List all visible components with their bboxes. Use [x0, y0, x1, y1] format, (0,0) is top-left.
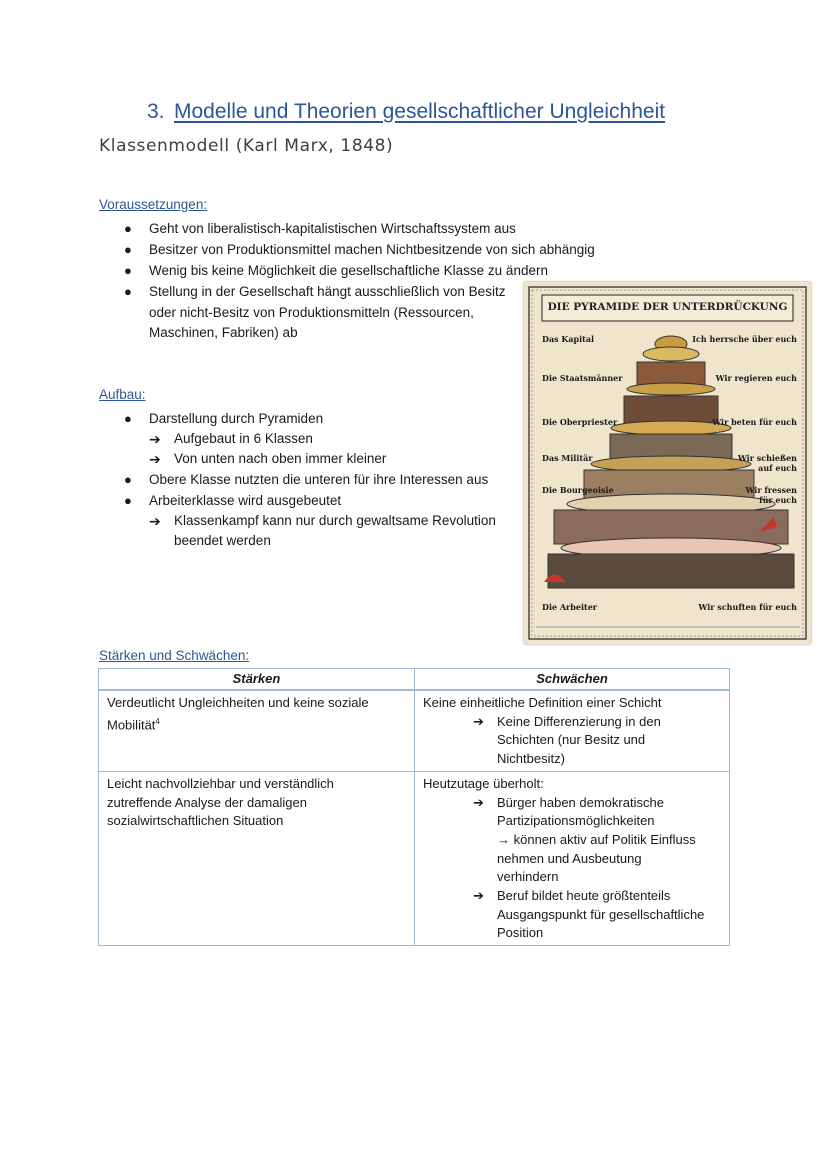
strengths-weaknesses-table	[98, 668, 730, 946]
poster-label-right: Wir beten für euch	[712, 417, 797, 427]
poster-label-right: auf euch	[758, 463, 797, 473]
poster-label-left: Das Kapital	[542, 334, 595, 344]
bullet-icon: ●	[124, 493, 132, 508]
table-cell	[415, 690, 730, 771]
sub-item: Klassenkampf kann nur durch gewaltsame Revolution	[174, 513, 496, 528]
poster-label-left: Die Staatsmänner	[542, 373, 623, 383]
header-schwaechen: Schwächen	[415, 669, 730, 691]
list-item: Besitzer von Produktionsmittel machen Nichtbesitzende von sich abhängig	[149, 242, 595, 257]
poster-label-right: Wir schießen	[737, 453, 797, 463]
subtitle: Klassenmodell (Karl Marx, 1848)	[99, 136, 394, 156]
cell-line: nehmen und Ausbeutung	[497, 850, 642, 866]
bullet-icon: ●	[124, 242, 132, 257]
staerken-schwaechen-label: Stärken und Schwächen:	[99, 648, 250, 663]
arrow-line	[423, 713, 721, 732]
header-staerken: Stärken	[99, 669, 415, 691]
cell-line: zutreffende Analyse der damaligen	[107, 794, 307, 810]
cell-line: Verdeutlicht Ungleichheiten und keine soziale	[107, 695, 369, 710]
cell-text: Keine Differenzierung in den	[497, 713, 661, 729]
cell-line: Ausgangspunkt für gesellschaftliche	[497, 906, 705, 922]
page-title: Modelle und Theorien gesellschaftlicher Ungleichheit	[174, 100, 666, 123]
bullet-icon: ●	[124, 263, 132, 278]
bullet-icon: ●	[124, 221, 132, 236]
cell-text: Mobilität	[107, 717, 156, 733]
aufbau-label: Aufbau:	[99, 387, 146, 402]
list-item: Wenig bis keine Möglichkeit die gesellschaftliche Klasse zu ändern	[149, 263, 548, 278]
cell-line: sozialwirtschaftlichen Situation	[107, 813, 284, 829]
table-cell	[99, 771, 415, 945]
sub-item: Aufgebaut in 6 Klassen	[174, 431, 313, 446]
cell-line: Nichtbesitz)	[497, 751, 565, 767]
bullet-icon: ●	[124, 284, 132, 299]
list-item-cont: Maschinen, Fabriken) ab	[149, 325, 298, 340]
bullet-icon: ●	[124, 411, 132, 426]
cell-text: Beruf bildet heute größtenteils	[497, 888, 671, 904]
cell-line: verhindern	[497, 869, 559, 885]
arrow-line	[423, 794, 721, 813]
poster-label-left: Die Arbeiter	[542, 602, 597, 612]
cell-line: Position	[497, 925, 544, 941]
table-cell	[415, 771, 730, 945]
arrow-right-icon: ➔	[149, 451, 161, 467]
poster-label-right: für euch	[759, 495, 797, 505]
voraussetzungen-label: Voraussetzungen:	[99, 197, 208, 212]
poster-label-right: Wir schuften für euch	[698, 602, 797, 612]
table-row	[99, 690, 730, 771]
cell-line: Partizipationsmöglichkeiten	[497, 813, 655, 829]
table-cell	[99, 690, 415, 771]
arrow-right-icon: ➔	[473, 888, 484, 904]
poster-label-right: Wir fressen	[745, 485, 797, 495]
poster-label-right: Wir regieren euch	[715, 373, 797, 383]
poster-label-left: Das Militär	[542, 453, 593, 463]
section-number: 3.	[147, 100, 165, 123]
table-row	[99, 771, 730, 945]
cell-text: Bürger haben demokratische	[497, 794, 664, 810]
list-item: Geht von liberalistisch-kapitalistischen Wirtschaftssystem aus	[149, 221, 516, 236]
bullet-icon: ●	[124, 472, 132, 487]
arrow-line	[423, 887, 721, 906]
pyramid-poster-image	[524, 282, 811, 644]
arrow-right-icon: ➔	[149, 431, 161, 447]
cell-line	[107, 713, 406, 735]
cell-line: Schichten (nur Besitz und	[497, 732, 646, 748]
poster-label-right: Ich herrsche über euch	[692, 334, 797, 344]
arrow-right-icon: ➔	[473, 713, 484, 729]
list-item: Arbeiterklasse wird ausgebeutet	[149, 493, 342, 508]
list-item-cont: oder nicht-Besitz von Produktionsmitteln (Ressourcen,	[149, 305, 474, 320]
sub-item: Von unten nach oben immer kleiner	[174, 451, 387, 466]
cell-line: Heutzutage überholt:	[423, 775, 544, 791]
list-item: Darstellung durch Pyramiden	[149, 411, 324, 426]
arrow-right-icon: ➔	[473, 794, 484, 810]
cell-line: → können aktiv auf Politik Einfluss	[497, 831, 696, 847]
cell-line: Leicht nachvollziehbar und verständlich	[107, 775, 334, 791]
arrow-right-icon: ➔	[149, 513, 161, 529]
table-header-row	[99, 669, 730, 691]
cell-line: Keine einheitliche Definition einer Schicht	[423, 695, 662, 710]
footnote-mark: 4	[155, 716, 160, 726]
poster-label-left: Die Bourgeoisie	[542, 485, 614, 495]
list-item: Stellung in der Gesellschaft hängt ausschließlich von Besitz	[149, 284, 506, 299]
poster-title: DIE PYRAMIDE DER UNTERDRÜCKUNG	[547, 301, 788, 313]
sub-item-cont: beendet werden	[174, 533, 271, 548]
poster-label-left: Die Oberpriester	[542, 417, 618, 427]
list-item: Obere Klasse nutzten die unteren für ihre Interessen aus	[149, 472, 489, 487]
